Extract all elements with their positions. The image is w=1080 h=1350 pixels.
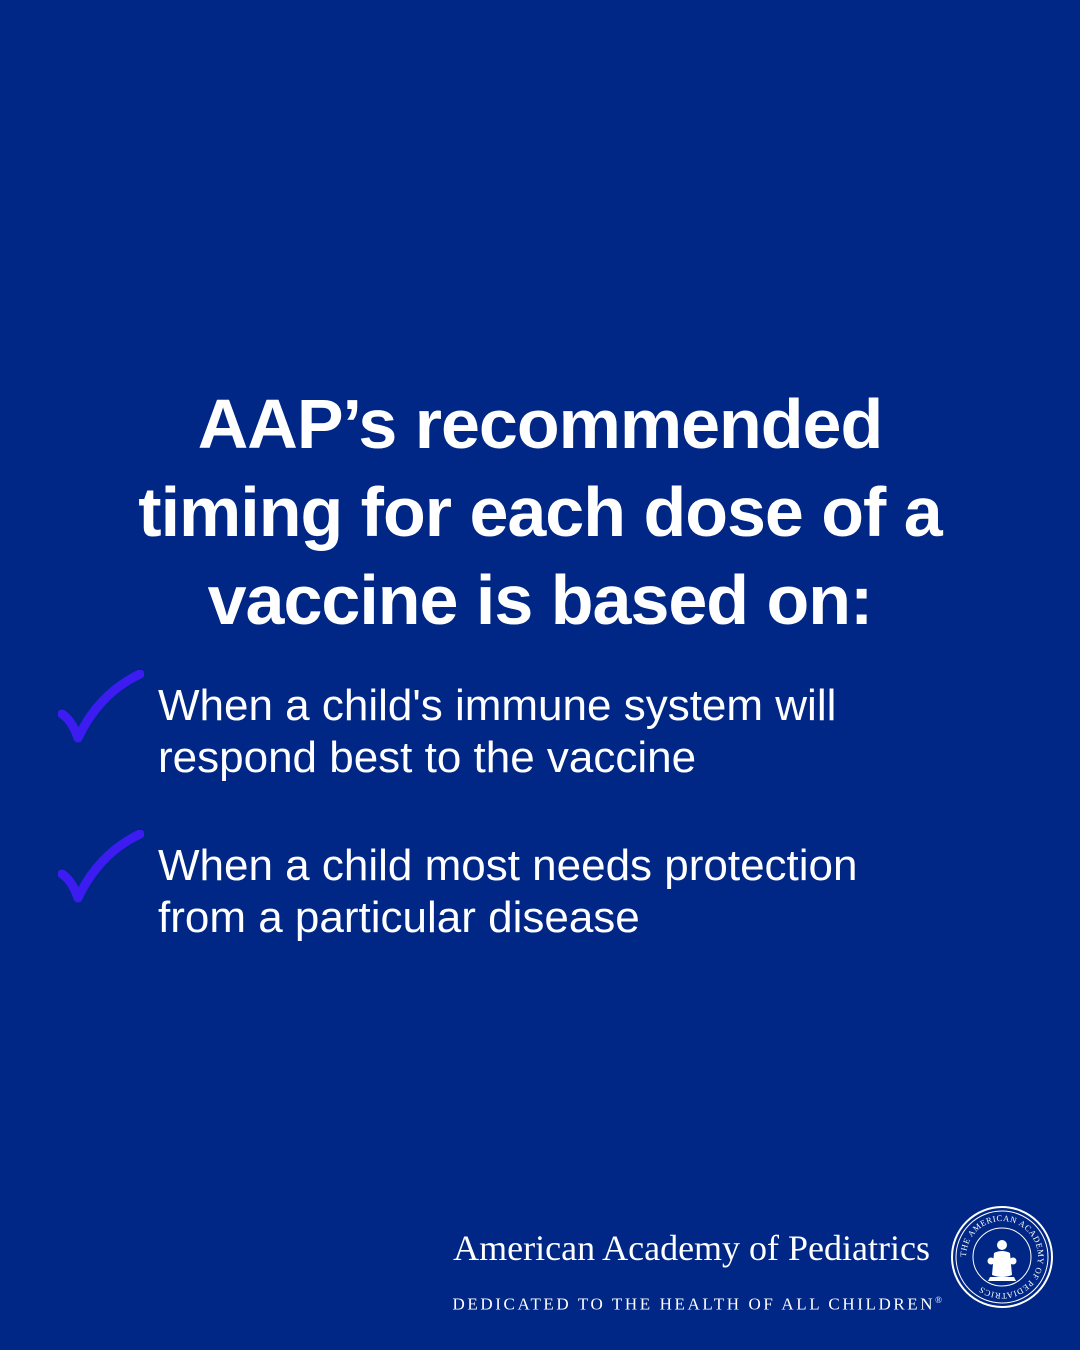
checkmark-icon (58, 830, 144, 910)
tagline-text: DEDICATED TO THE HEALTH OF ALL CHILDREN (452, 1294, 936, 1314)
bullet-line-2: from a particular disease (158, 893, 640, 942)
seal-text: THE AMERICAN ACADEMY OF PEDIATRICS (957, 1212, 1047, 1302)
aap-seal-logo (950, 1205, 1054, 1309)
bullet-line-1: When a child's immune system will (158, 681, 837, 730)
organization-tagline (453, 1290, 942, 1315)
bullet-text (158, 680, 1058, 784)
headline-line-2: timing for each dose of a (138, 473, 942, 551)
bullet-line-1: When a child most needs protection (158, 841, 858, 890)
bullet-line-2: respond best to the vaccine (158, 733, 697, 782)
headline-line-1: AAP’s recommended (197, 385, 883, 463)
bullet-text (158, 840, 1058, 944)
checkmark-icon (58, 670, 144, 750)
registered-mark: ® (935, 1295, 942, 1305)
headline-line-3: vaccine is based on: (207, 561, 873, 639)
organization-name: American Academy of Pediatrics (453, 1228, 930, 1268)
headline (0, 380, 1080, 644)
